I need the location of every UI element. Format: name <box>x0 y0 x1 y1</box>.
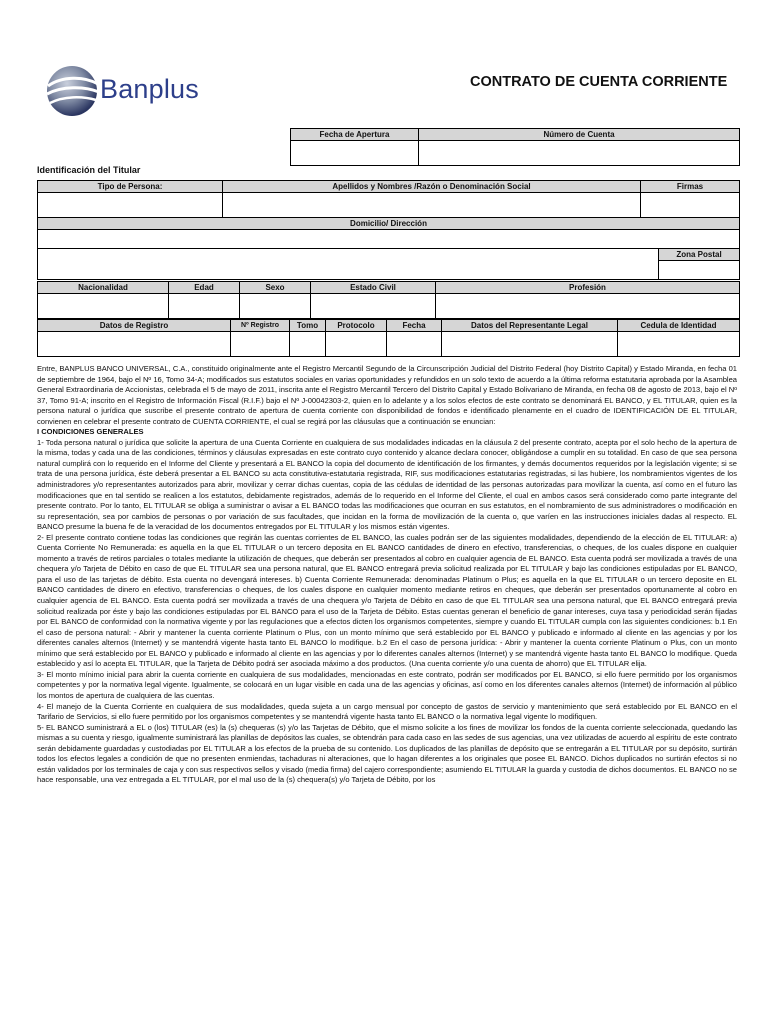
volume-field[interactable] <box>290 332 326 357</box>
signatures-field[interactable] <box>641 193 740 218</box>
contract-intro: Entre, BANPLUS BANCO UNIVERSAL, C.A., constituido originalmente ante el Registro Mercantil Segundo de la Circunscripción Judicial del Distrito Federal (hoy Distrito Capital) y Estado Miranda, en fecha 01 de septiembre de 1964, bajo el Nº 16, Tomo 34-A; modificados sus estatutos sociales en varias oportunidades y refundidos en un solo texto de acuerdo a la última reforma estatutaria aprobada por la Asamblea General Extraordinaria de Accionistas, celebrada el 5 de mayo de 2011, inscrita ante el Registro Mercantil Tercero del Distrito Capital y Estado Bolivariano de Miranda, en fecha 08 de agosto de 2013, bajo el Nº 37, Tomo 91-A; inscrito en el Registro de Información Fiscal (R.I.F.) bajo el Nº J-00042303-2, quien en lo adelante y a los solos efectos de este contrato se denominará EL BANCO, y EL TITULAR, quien es la persona natural o jurídica que suscribe el presente contrato de apertura de cuenta corriente con disponibilidad de fondos e identificado plenamente en el cuadro de IDENTIFICACIÓN DE EL TITULAR, convienen en celebrar el presente contrato de CUENTA CORRIENTE, el cual se regirá por las cláusulas que a continuación se enuncian: <box>37 364 737 426</box>
account-table <box>290 128 740 166</box>
general-conditions-heading: I CONDICIONES GENERALES <box>37 427 144 437</box>
nationality-field[interactable] <box>38 294 169 319</box>
brand-name: Banplus <box>100 74 199 104</box>
banplus-logo <box>44 62 264 120</box>
holder-section-title: Identificación del Titular <box>37 165 141 175</box>
clause-5: 5- EL BANCO suministrará a EL o (los) TITULAR (es) la (s) chequeras (s) y/o las Tarjetas de Débito, que el mismo solicite a los fines de movilizar los fondos de la cuenta corriente seleccionada, quedando las mismas a su cuenta y riesgo, igualmente suministrará las planillas de depósitos las cuales, se obtendrán para cada caso en las sedes de sus agencias, una vez utilizadas de acuerdo al espíritu de este contrato serán debidamente guardadas y custodiadas por EL TITULAR a los efectos de la prueba de su contenido. Los duplicados de las planillas de depósito que se entregarán a EL TITULAR por su depósito, surtirán todos los efectos legales a condición de que no presenten enmiendas, tachaduras ni alteraciones, que lo hagan diferentes a los originales que posee EL BANCO. Dichos duplicados no surtirán efectos si no están validados por los terminales de caja y con sus respectivos sellos y visado (media firma) del cajero correspondiente; asumiendo EL TITULAR la guarda y custodia de dichos documentos. EL BANCO no se hace responsable, una vez entregada a EL TITULAR, por el mal uso de la (s) chequera(s) y/o Tarjeta de Débito, por los <box>37 722 737 785</box>
address-header: Domicilio/ Dirección <box>38 218 740 230</box>
sex-field[interactable] <box>240 294 311 319</box>
registry-no-header: Nº Registro <box>231 320 290 332</box>
opening-date-header: Fecha de Apertura <box>291 129 419 141</box>
volume-header: Tomo <box>290 320 326 332</box>
registry-data-field[interactable] <box>38 332 231 357</box>
sex-header: Sexo <box>240 282 311 294</box>
protocol-header: Protocolo <box>326 320 387 332</box>
names-field[interactable] <box>223 193 641 218</box>
civil-status-header: Estado Civil <box>311 282 436 294</box>
legal-rep-header: Datos del Representante Legal <box>442 320 618 332</box>
date-header: Fecha <box>387 320 442 332</box>
address-field[interactable] <box>38 230 740 249</box>
id-card-field[interactable] <box>618 332 740 357</box>
clause-2: 2- El presente contrato contiene todas las condiciones que regirán las cuentas corrientes de EL BANCO, las cuales podrán ser de las siguientes modalidades, dependiendo de la elección de EL TITULAR: a) Cuenta Corriente No Remunerada: es aquella en la que EL TITULAR o un tercero deposita en EL BANCO cantidades de dinero en efectivo, transferencias, o cheques, de los cuales dispone en cualquier momento a través de retiros parciales o totales mediante la utilización de cheques, que deberán ser presentados al cobro en cualquier agencia de EL BANCO. Esta cuenta podrá ser movilizada a través de una chequera y/o Tarjeta de Débito en caso de que EL TITULAR sea una persona natural, que EL BANCO entregará previa solicitud realizada por EL TITULAR y bajo las condiciones estipuladas por EL BANCO, para el uso de las tarjetas de débito. Esta cuenta no devengará intereses. b) Cuenta Corriente Remunerada: denominadas Platinum o Plus; es aquella en la que EL TITULAR o un tercero deposite en EL BANCO cantidades de dinero en efectivo, transferencias o cheques, de los cuales dispone en cualquier momento mediante retiros en cheques, que deberán ser presentados oportunamente al cobro en cualquier agencia de EL BANCO. Esta cuenta podrá ser movilizada a través de una chequera y/o Tarjeta de Débito en caso de que EL TITULAR sea una persona natural, que EL BANCO entregará previa solicitud realizada por éste y bajo las condiciones estipuladas por EL BANCO para el uso de la Tarjeta de Débito. Estas cuentas generan el beneficio de ganar intereses, cuya tasa y periodicidad serán fijadas por EL BANCO de conformidad con la normativa vigente y por las regulaciones que a efectos dicten los organismos competentes, siempre y cuando EL TITULAR cumpla con las siguientes condiciones: b.1 En el caso de persona natural: - Abrir y mantener la cuenta corriente Platinum o Plus, con un monto mínimo que será establecido por EL BANCO y publicado e informado al cliente en las agencias y por los diferentes canales alternos (Internet) y se mantendrá vigente hasta tanto EL BANCO lo modifique. b.2 En el caso de persona jurídica: - Abrir y mantener la cuenta corriente Platinum o Plus, con un monto mínimo que será establecido por EL BANCO y publicado e informado al cliente en las agencias y por lo diferentes canales alternos (Internet) y se mantendrá vigente hasta tanto EL BANCO lo modifique. Queda establecido y así lo acepta EL TITULAR, que la Tarjeta de Débito podrá ser asociada máximo a dos productos. (Una cuenta corriente y/o una cuenta de ahorro) que EL TITULAR elija. <box>37 532 737 669</box>
profession-header: Profesión <box>436 282 740 294</box>
holder-table-registry <box>37 319 740 357</box>
date-field[interactable] <box>387 332 442 357</box>
civil-status-field[interactable] <box>311 294 436 319</box>
clause-3: 3- El monto mínimo inicial para abrir la cuenta corriente en cualquiera de sus modalidades, mencionadas en este contrato, podrán ser modificados por EL BANCO, si ello fuere permitido por los organismos competentes y por la normativa legal vigente. Igualmente, se colocará en un lugar visible en cada una de las agencias y oficinas, así como en los diferentes canales alternos (Internet) de información al público los montos de apertura de cualquiera de las cuentas. <box>37 669 737 700</box>
account-number-header: Número de Cuenta <box>419 129 740 141</box>
contract-body <box>37 364 737 786</box>
globe-icon <box>44 62 100 120</box>
clause-4: 4- El manejo de la Cuenta Corriente en cualquiera de sus modalidades, queda sujeta a un cargo mensual por concepto de gastos de servicio y mantenimiento que será establecido por EL BANCO en el Tarifario de Servicios, si ello fuere permitido por los organismos competentes y se mantendrá vigente hasta tanto EL BANCO o la normativa legal vigente lo modifiquen. <box>37 701 737 722</box>
account-number-field[interactable] <box>419 141 740 166</box>
legal-rep-field[interactable] <box>442 332 618 357</box>
signatures-header: Firmas <box>641 181 740 193</box>
document-title: CONTRATO DE CUENTA CORRIENTE <box>470 74 728 90</box>
age-header: Edad <box>169 282 240 294</box>
nationality-header: Nacionalidad <box>38 282 169 294</box>
protocol-field[interactable] <box>326 332 387 357</box>
registry-no-field[interactable] <box>231 332 290 357</box>
postal-zone-field[interactable] <box>659 261 740 280</box>
holder-table-personal <box>37 281 740 319</box>
age-field[interactable] <box>169 294 240 319</box>
registry-data-header: Datos de Registro <box>38 320 231 332</box>
person-type-header: Tipo de Persona: <box>38 181 223 193</box>
person-type-field[interactable] <box>38 193 223 218</box>
address-field-2[interactable] <box>38 249 659 280</box>
profession-field[interactable] <box>436 294 740 319</box>
clause-1: 1- Toda persona natural o jurídica que solicite la apertura de una Cuenta Corriente en cualquiera de sus modalidades indicadas en la cláusula 2 del presente contrato, acepta por el solo hecho de la apertura de la misma, todas y cada una de las condiciones, términos y cláusulas expresadas en este contrato cuyo contenido y alcance declara conocer, obligándose a cumplir en su totalidad. En caso de que sea persona natural cumplirá con lo requerido en el Informe del Cliente y presentará a EL BANCO la copia del documento de identificación de los firmantes, y demás documentos requeridos por la legislación vigente; si se trata de una persona jurídica, éste deberá presentar a EL BANCO su acta constitutiva-estatutaria registrada, RIF, sus modificaciones estatutarias registradas, si las hubiere, los nombramientos vigentes de los administradores y/o representantes autorizados para abrir, movilizar y cerrar dichas cuentas, copia de las cédulas de identidad de las personas autorizadas para movilizar la cuenta, así como en el futuro las modificaciones que en tal sentido se realicen a los estatutos, debidamente registrados, además de lo requerido en el Informe del Cliente, el cual en ambos casos será considerado como parte integrante del presente contrato. Por lo tanto, EL TITULAR se obliga a suministrar o avisar a EL BANCO todas las modificaciones que ocurran en sus estatutos, en el nombramiento de sus administradores o modificación en su representación, sea por cambios de personas o por variación de sus facultades, que incidan en la forma de movilización de la cuenta o, que varíen en las instrucciones iniciales dadas al respecto. EL BANCO presume la buena fe de la veracidad de los documentos entregados por EL TITULAR y los mismos están vigentes. <box>37 437 737 532</box>
holder-table-row1 <box>37 180 740 218</box>
opening-date-field[interactable] <box>291 141 419 166</box>
postal-zone-header: Zona Postal <box>659 249 740 261</box>
holder-table-address <box>37 217 740 280</box>
id-card-header: Cedula de Identidad <box>618 320 740 332</box>
names-header: Apellidos y Nombres /Razón o Denominación Social <box>223 181 641 193</box>
